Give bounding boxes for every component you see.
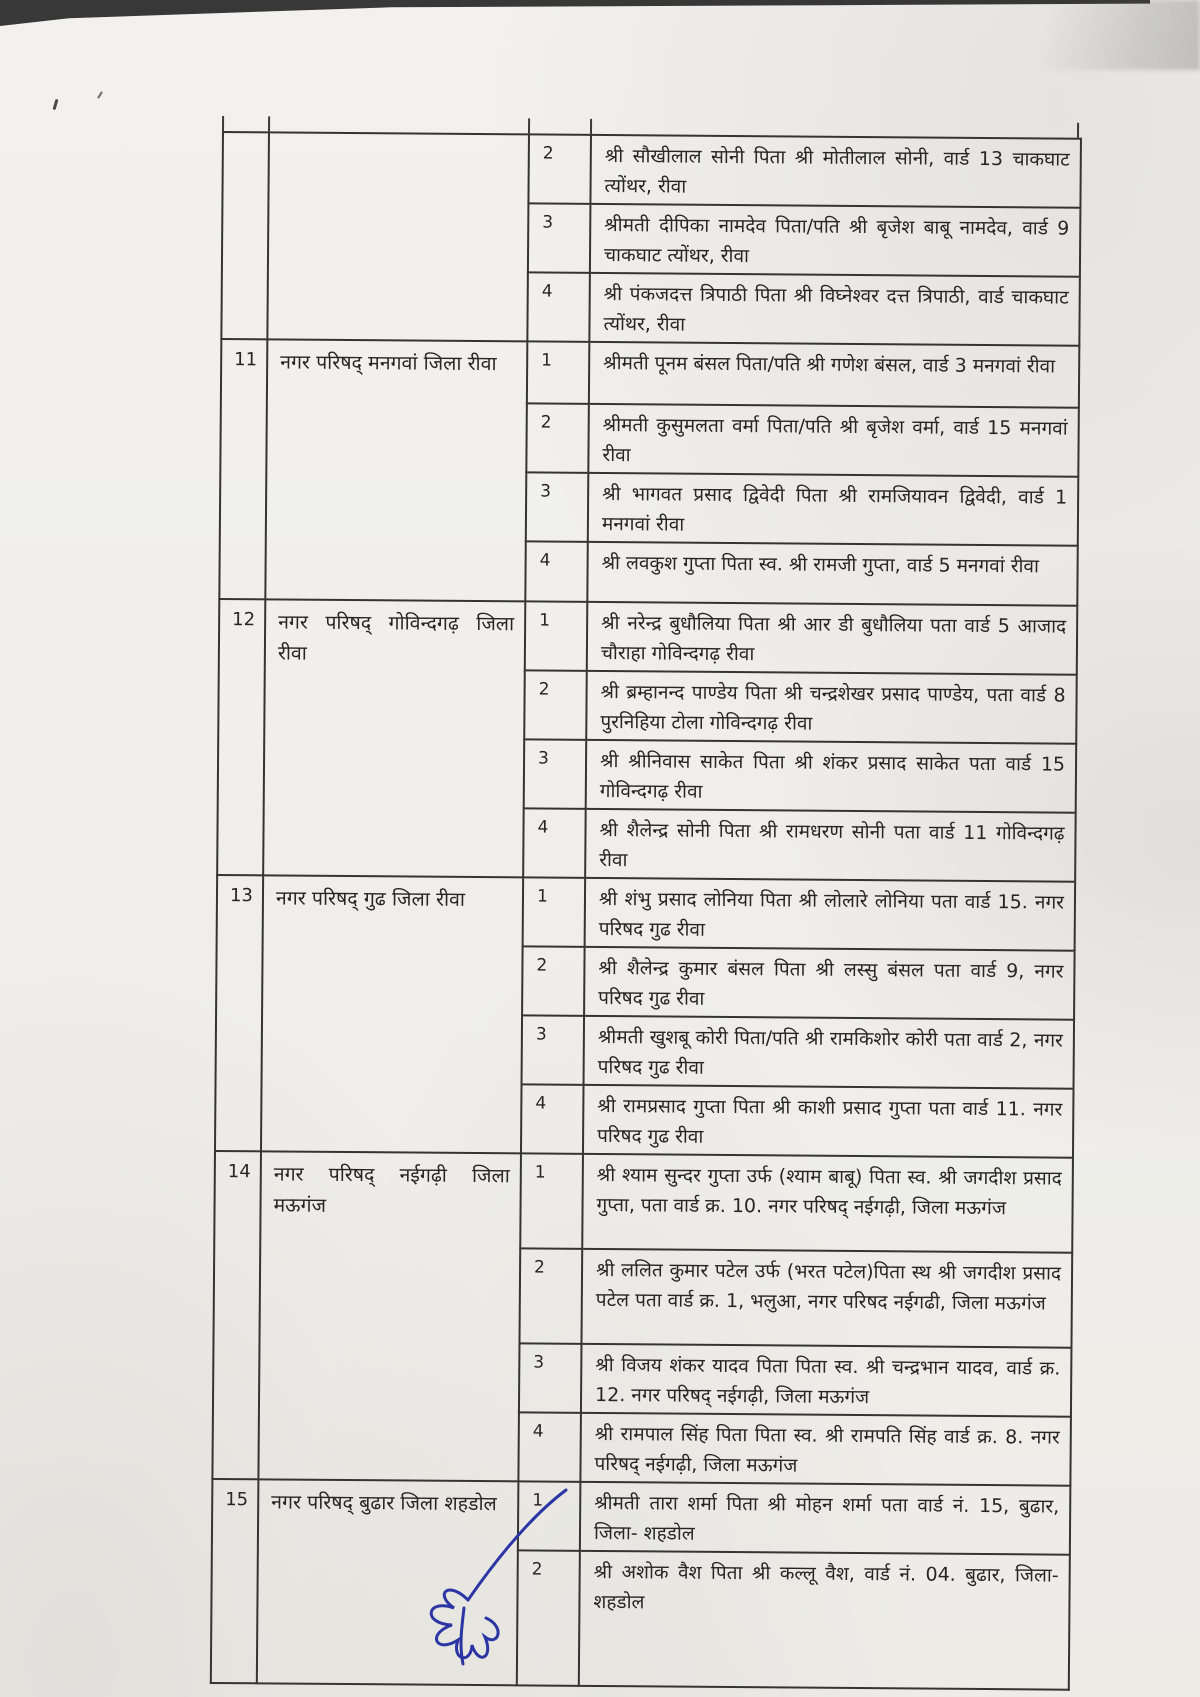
table-row [214,1151,1073,1253]
member-number-cell: 2 [528,134,591,203]
member-text-cell: श्री नरेन्द्र बुधौलिया पिता श्री आर डी बुधौलिया पता वार्ड 5 आजाद चौराहा गोविन्दगढ़ रीवा [587,602,1078,675]
member-text-cell: श्री श्रीनिवास साकेत पिता श्री शंकर प्रसाद साकेत पता वार्ड 15 गोविन्दगढ़ रीवा [586,740,1077,813]
pen-mark [53,99,59,110]
member-text-cell: श्री पंकजदत्त त्रिपाठी पिता श्री विघ्नेश्वर दत्त त्रिपाठी, वार्ड चाकघाट त्योंथर, रीवा [589,273,1080,346]
member-text-cell: श्रीमती दीपिका नामदेव पिता/पति श्री बृजेश बाबू नामदेव, वार्ड 9 चाकघाट त्योंथर, रीवा [590,204,1081,277]
member-text-cell: श्री सौखीलाल सोनी पिता श्री मोतीलाल सोनी, वार्ड 13 चाकघाट त्योंथर, रीवा [590,135,1081,208]
member-text-cell: श्री शैलेन्द्र सोनी पिता श्री रामधरण सोनी पता वार्ड 11 गोविन्दगढ़ रीवा [585,809,1076,882]
member-text-cell: श्री शंभु प्रसाद लोनिया पिता श्री लोलारे लोनिया पता वार्ड 15. नगर परिषद गुढ रीवा [585,878,1076,951]
member-number-cell: 3 [528,203,591,272]
serial-cell: 15 [211,1479,259,1683]
council-cell: नगर परिषद् गोविन्दगढ़ जिला रीवा [263,599,525,877]
pen-mark [97,91,103,99]
member-number-cell: 4 [518,1412,581,1481]
member-number-cell: 1 [523,877,586,946]
member-number-cell: 4 [525,541,587,601]
member-text-cell: श्री रामप्रसाद गुप्ता पिता श्री काशी प्रसाद गुप्ता पता वार्ड 11. नगर परिषद गुढ रीवा [583,1085,1074,1158]
council-cell: नगर परिषद् नईगढ़ी जिला मऊगंज [258,1151,521,1481]
member-number-cell: 4 [521,1084,584,1153]
member-text-cell: श्री भागवत प्रसाद द्विवेदी पिता श्री रामजियावन द्विवेदी, वार्ड 1 मनगवां रीवा [588,473,1079,546]
member-number-cell: 2 [517,1550,580,1685]
member-text-cell: श्री ललित कुमार पटेल उर्फ (भरत पटेल)पिता स्थ श्री जगदीश प्रसाद पटेल पता वार्ड क्र. 1, भलुआ, नगर परिषद नईगढी, जिला मऊगंज [581,1249,1072,1348]
member-number-cell: 3 [524,739,587,808]
council-cell: नगर परिषद् मनगवां जिला रीवा [265,339,527,601]
member-text-cell: श्री लवकुश गुप्ता पिता स्व. श्री रामजी गुप्ता, वार्ड 5 मनगवां रीवा [587,542,1077,606]
serial-cell: 13 [215,875,263,1151]
table-line-stub [528,118,530,133]
serial-cell [221,132,269,339]
member-text-cell: श्रीमती तारा शर्मा पिता श्री मोहन शर्मा पता वार्ड नं. 15, बुढार, जिला- शहडोल [580,1482,1071,1555]
table-row [222,132,1081,208]
member-number-cell: 4 [527,272,590,341]
serial-cell: 12 [217,599,265,875]
member-text-cell: श्री अशोक वैश पिता श्री कल्लू वैश, वार्ड नं. 04. बुढार, जिला- शहडोल [579,1551,1070,1690]
member-text-cell: श्रीमती पूनम बंसल पिता/पति श्री गणेश बंसल, वार्ड 3 मनगवां रीवा [589,342,1079,408]
signature-scribble [408,1462,578,1672]
table-line-stub [222,116,224,131]
member-number-cell: 2 [524,670,587,739]
council-cell [267,132,529,341]
members-table [210,131,1082,1691]
member-number-cell: 1 [520,1153,583,1248]
member-text-cell: श्री रामपाल सिंह पिता पिता स्व. श्री रामपति सिंह वार्ड क्र. 8. नगर परिषद् नईगढ़ी, जिला मऊगंज [580,1413,1071,1486]
member-number-cell: 2 [526,403,589,472]
table-line-stub [590,119,592,134]
member-text-cell: श्री श्याम सुन्दर गुप्ता उर्फ (श्याम बाबू) पिता स्व. श्री जगदीश प्रसाद गुप्ता, पता वार्ड क्र. 10. नगर परिषद् नईगढ़ी, जिला मऊगंज [582,1154,1073,1253]
table-row [219,599,1078,675]
member-number-cell: 1 [527,341,589,403]
member-text-cell: श्रीमती कुसुमलता वर्मा पिता/पति श्री बृजेश वर्मा, वार्ड 15 मनगवां रीवा [588,404,1079,477]
table-row [212,1479,1071,1555]
council-members-table [210,131,1080,1691]
table-line-stub [268,116,270,131]
scan-smudge [980,0,1200,70]
member-number-cell: 2 [522,946,585,1015]
member-number-cell: 1 [525,601,588,670]
council-cell: नगर परिषद् बुढार जिला शहडोल [257,1479,519,1685]
member-number-cell: 3 [526,472,589,541]
table-row [217,875,1076,951]
member-number-cell: 2 [519,1248,582,1343]
council-cell: नगर परिषद् गुढ जिला रीवा [261,875,523,1153]
member-number-cell: 3 [519,1343,582,1412]
member-number-cell: 3 [522,1015,585,1084]
member-text-cell: श्रीमती खुशबू कोरी पिता/पति श्री रामकिशोर कोरी पता वार्ड 2, नगर परिषद गुढ रीवा [584,1016,1075,1089]
member-text-cell: श्री शैलेन्द्र कुमार बंसल पिता श्री लस्सु बंसल पता वार्ड 9, नगर परिषद गुढ रीवा [584,947,1075,1020]
serial-cell: 14 [212,1151,261,1479]
member-text-cell: श्री विजय शंकर यादव पिता पिता स्व. श्री चन्द्रभान यादव, वार्ड क्र. 12. नगर परिषद् नईगढ़ी, जिला मऊगंज [581,1344,1072,1417]
scan-edge-artifact [0,0,1150,26]
table-row [221,339,1079,408]
table-line-stub [1077,123,1079,138]
serial-cell: 11 [219,339,267,599]
member-number-cell: 4 [523,808,586,877]
member-text-cell: श्री ब्रम्हानन्द पाण्डेय पिता श्री चन्द्रशेखर प्रसाद पाण्डेय, पता वार्ड 8 पुरनिहिया टोला गोविन्दगढ़ रीवा [586,671,1077,744]
member-number-cell: 1 [518,1481,581,1550]
